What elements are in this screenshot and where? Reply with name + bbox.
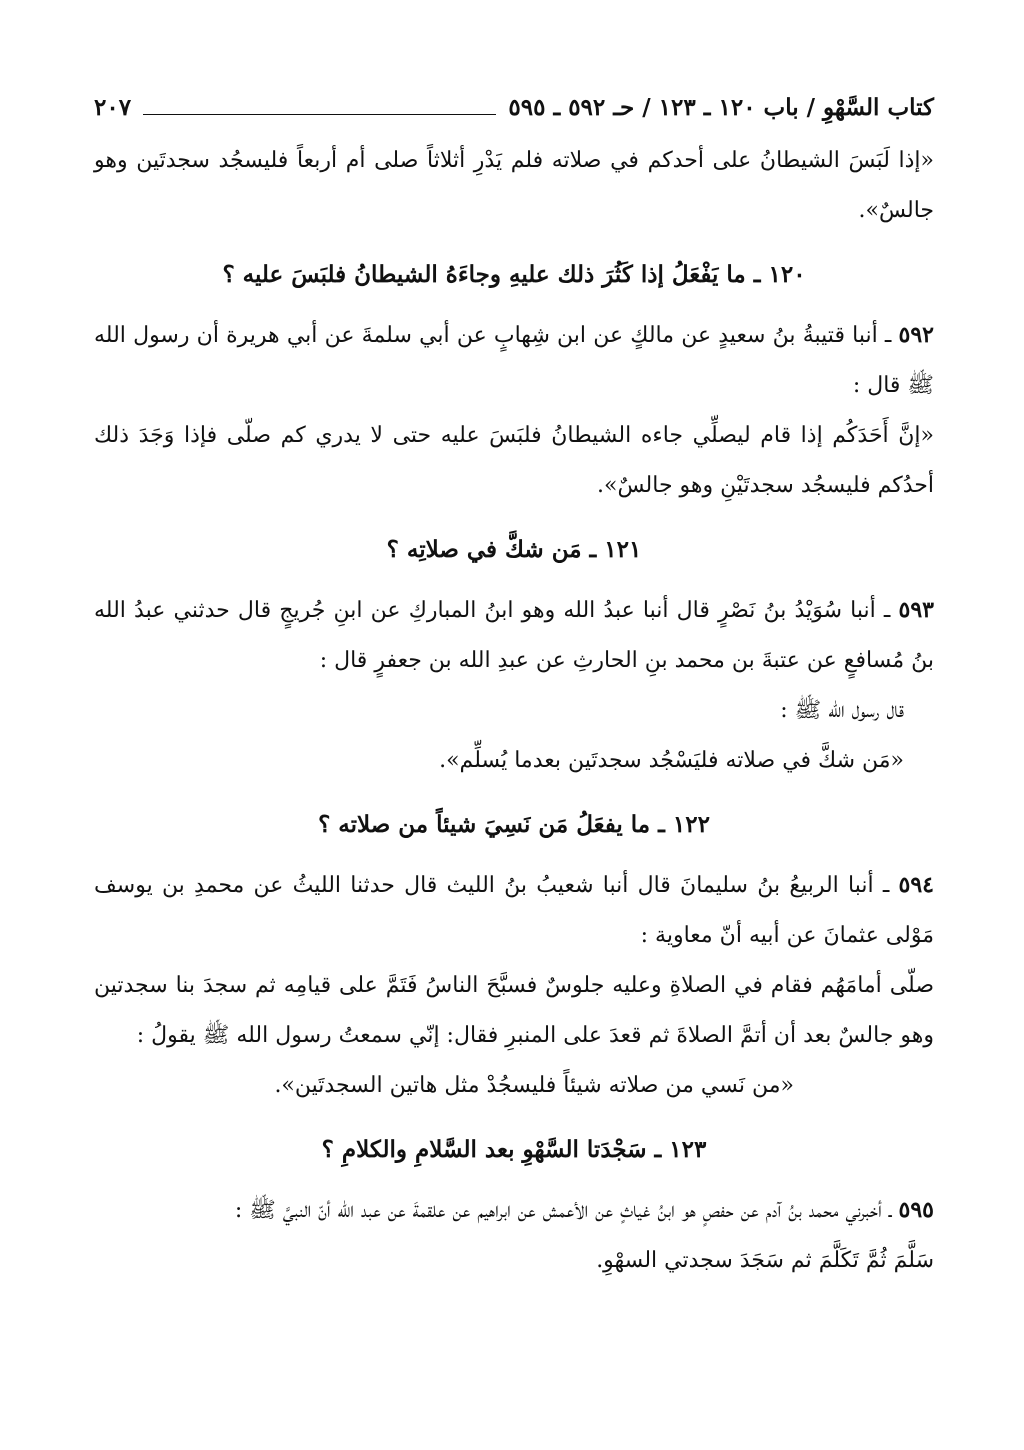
running-title: كتاب السَّهْوِ / باب ١٢٠ ـ ١٢٣ / حـ ٥٩٢ ـ ٥٩٥ bbox=[508, 94, 934, 121]
header-rule bbox=[143, 114, 496, 115]
hadith-matn: «من نَسي من صلاته شيئاً فليسجُدْ مثل هاتين السجدتَين». bbox=[274, 1073, 794, 1098]
chapter-123 bbox=[94, 1125, 934, 1286]
isnad-text: ـ أخبرني محمد بنُ آدم عن حفصٍ هو ابنُ غياثٍ عن الأعمش عن ابراهيم عن علقمةَ عن عبد الله أنّ النبيَّ ﷺ : bbox=[234, 1198, 892, 1223]
hadith-isnad bbox=[94, 310, 934, 411]
chapter-heading: ١٢٣ ـ سَجْدَتا السَّهْوِ بعد السَّلامِ والكلامِ ؟ bbox=[321, 1136, 707, 1163]
chapter-122 bbox=[94, 800, 934, 1111]
isnad-text: ـ أنبا قتيبةُ بنُ سعيدٍ عن مالكٍ عن ابن شِهابٍ عن أبي سلمةَ عن أبي هريرة أن رسول الله ﷺ قال : bbox=[94, 323, 934, 398]
hadith-intro-line: قال رسول الله ﷺ : bbox=[780, 698, 904, 723]
intro-quote: «إذا لَبَسَ الشيطانُ على أحدكم في صلاته فلم يَدْرِ أثلاثاً صلى أم أربعاً فليسجُد سجدتَين وهو جالسٌ». bbox=[94, 148, 934, 223]
hadith-number: ٥٩٢ bbox=[898, 322, 934, 348]
hadith-number: ٥٩٥ bbox=[898, 1197, 934, 1223]
hadith-isnad bbox=[94, 860, 934, 961]
chapter-heading: ١٢٠ ـ ما يَفْعَلُ إذا كَثُرَ ذلك عليهِ وجاءَهُ الشيطانُ فلبَسَ عليه ؟ bbox=[222, 261, 806, 288]
intro-block bbox=[94, 136, 934, 236]
hadith-matn: سَلَّمَ ثُمَّ تَكَلَّمَ ثم سَجَدَ سجدتي السهْوِ. bbox=[596, 1248, 934, 1273]
hadith-number: ٥٩٣ bbox=[898, 597, 934, 623]
chapter-120 bbox=[94, 250, 934, 511]
hadith-matn: «إنَّ أَحَدَكُم إذا قام ليصلِّي جاءه الشيطانُ فلبَسَ عليه حتى لا يدري كم صلّى فإذا وَجَدَ ذلك أحدُكم فليسجُد سجدتَيْنِ وهو جالسٌ». bbox=[94, 423, 934, 498]
hadith-number: ٥٩٤ bbox=[898, 872, 934, 898]
hadith-matn: «مَن شكَّ في صلاته فليَسْجُد سجدتَين بعدما يُسلِّم». bbox=[439, 748, 904, 773]
chapter-121 bbox=[94, 525, 934, 786]
hadith-narration: صلّى أمامَهُم فقام في الصلاةِ وعليه جلوسٌ فسبَّحَ الناسُ فَتَمَّ على قيامِه ثم سجدَ بنا سجدتين وهو جالسٌ بعد أن أتمَّ الصلاةَ ثم قعدَ على المنبرِ فقال: إنّي سمعتُ رسول الله ﷺ يقولُ : bbox=[94, 973, 934, 1048]
page-number: ٢٠٧ bbox=[94, 94, 132, 121]
hadith-isnad bbox=[94, 1185, 934, 1236]
chapter-heading: ١٢٢ ـ ما يفعَلُ مَن نَسِيَ شيئاً من صلاته ؟ bbox=[318, 811, 710, 838]
running-header bbox=[94, 88, 934, 128]
chapter-heading: ١٢١ ـ مَن شكَّ في صلاتِه ؟ bbox=[386, 536, 642, 563]
hadith-isnad bbox=[94, 585, 934, 686]
isnad-text: ـ أنبا سُوَيْدُ بنُ نَصْرٍ قال أنبا عبدُ الله وهو ابنُ المباركِ عن ابنِ جُريجٍ قال حدثني عبدُ الله بنُ مُسافعٍ عن عتبةَ بن محمد بنِ الحارثِ عن عبدِ الله بن جعفرٍ قال : bbox=[94, 598, 934, 673]
document-page bbox=[94, 88, 934, 1294]
isnad-text: ـ أنبا الربيعُ بنُ سليمانَ قال أنبا شعيبُ بنُ الليث قال حدثنا الليثُ عن محمدِ بن يوسف مَوْلى عثمانَ عن أبيه أنّ معاوية : bbox=[94, 873, 934, 948]
